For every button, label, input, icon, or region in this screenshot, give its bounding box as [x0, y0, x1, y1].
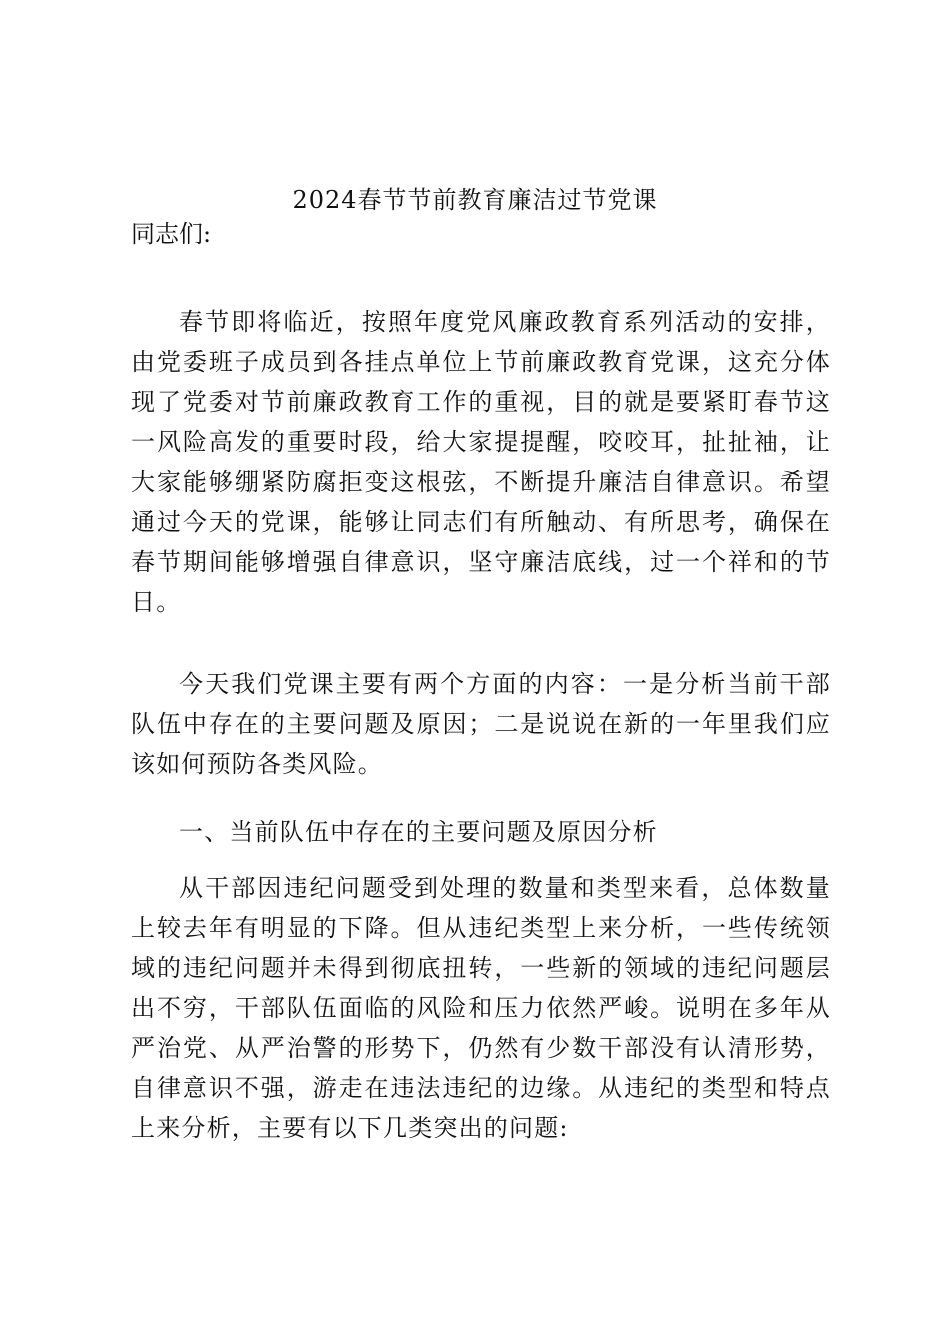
paragraph-line: 自律意识不强，游走在违法违纪的边缘。从违纪的类型和特点: [131, 1074, 831, 1102]
paragraph-analysis: [131, 868, 831, 1148]
paragraph-line: 今天我们党课主要有两个方面的内容：一是分析当前干部: [179, 670, 831, 698]
paragraph-line: 上来分析，主要有以下几类突出的问题:: [131, 1114, 569, 1142]
paragraph-line: 由党委班子成员到各挂点单位上节前廉政教育党课，这充分体: [131, 348, 831, 376]
document-title: 2024春节节前教育廉洁过节党课: [292, 186, 658, 214]
paragraph-line: 严治党、从严治警的形势下，仍然有少数干部没有认清形势，: [131, 1034, 831, 1062]
greeting: 同志们:: [131, 220, 212, 248]
paragraph-line: 上较去年有明显的下降。但从违纪类型上来分析，一些传统领: [131, 914, 831, 942]
paragraph-line: 春节即将临近，按照年度党风廉政教育系列活动的安排，: [179, 308, 831, 336]
paragraph-line: 现了党委对节前廉政教育工作的重视，目的就是要紧盯春节这: [131, 388, 831, 416]
paragraph-line: 日。: [131, 588, 182, 616]
section-heading: 一、当前队伍中存在的主要问题及原因分析: [179, 818, 658, 846]
paragraph-line: 出不穷，干部队伍面临的风险和压力依然严峻。说明在多年从: [131, 994, 831, 1022]
paragraph-line: 该如何预防各类风险。: [131, 750, 383, 778]
paragraph-line: 从干部因违纪问题受到处理的数量和类型来看，总体数量: [179, 874, 831, 902]
paragraph-line: 队伍中存在的主要问题及原因；二是说说在新的一年里我们应: [131, 710, 831, 738]
paragraph-line: 通过今天的党课，能够让同志们有所触动、有所思考，确保在: [131, 508, 831, 536]
paragraph-agenda: [131, 664, 831, 784]
paragraph-line: 一风险高发的重要时段，给大家提提醒，咬咬耳，扯扯袖，让: [131, 428, 831, 456]
paragraph-intro: [131, 302, 831, 622]
paragraph-line: 大家能够绷紧防腐拒变这根弦，不断提升廉洁自律意识。希望: [131, 468, 831, 496]
paragraph-line: 春节期间能够增强自律意识，坚守廉洁底线，过一个祥和的节: [131, 548, 831, 576]
paragraph-line: 域的违纪问题并未得到彻底扭转，一些新的领域的违纪问题层: [131, 954, 831, 982]
